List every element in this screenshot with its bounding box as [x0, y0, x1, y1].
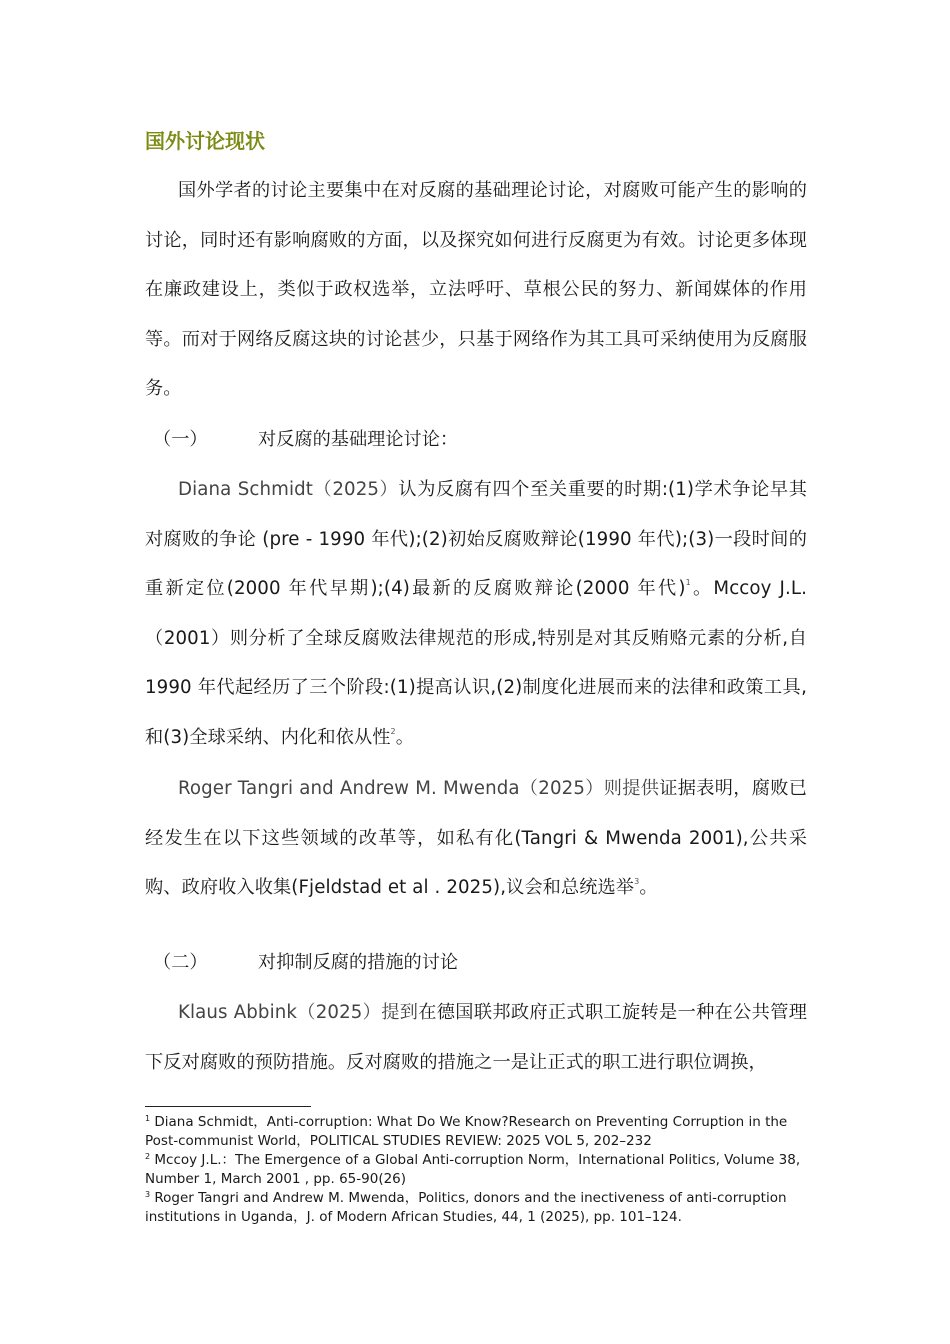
footnote-ref-2[interactable]: 2 — [390, 726, 396, 736]
paragraph-tangri-end: 。 — [639, 877, 658, 899]
footnote-text-3: Roger Tangri and Andrew M. Mwenda，Politics, donors and the inectiveness of anti-corruption institutions in Uganda，J. of Modern African Studies, 44, 1 (2025), pp. 101–124. — [145, 1190, 787, 1225]
footnote-text-2: Mccoy J.L.：The Emergence of a Global Anti-corruption Norm，International Politics, Volume 38, Number 1, March 2001 , pp. 65-90(26) — [145, 1152, 801, 1187]
footnote-mark-2: 2 — [145, 1152, 151, 1161]
paragraph-intro-text: 国外学者的讨论主要集中在对反腐的基础理论讨论，对腐败可能产生的影响的讨论，同时还有影响腐败的方面，以及探究如何进行反腐更为有效。讨论更多体现在廉政建设上，类似于政权选举，立法呼吁、草根公民的努力、新闻媒体的作用等。而对于网络反腐这块的讨论甚少，只基于网络作为其工具可采纳使用为反腐服务。 — [145, 180, 807, 400]
footnote-divider — [145, 1106, 311, 1107]
subsection-heading-2 — [153, 943, 458, 983]
footnotes — [145, 1113, 807, 1227]
footnote-2 — [145, 1151, 807, 1189]
footnote-mark-1: 1 — [145, 1114, 151, 1123]
paragraph-schmidt — [145, 465, 807, 763]
author-citation-abbink: Klaus Abbink（2025）提到 — [178, 1002, 419, 1023]
subsection-number-2: （二） — [153, 952, 208, 973]
paragraph-tangri — [145, 764, 807, 913]
footnote-3 — [145, 1189, 807, 1227]
footnote-mark-3: 3 — [145, 1190, 151, 1199]
subsection-title-1: 对反腐的基础理论讨论： — [258, 429, 459, 450]
footnote-1 — [145, 1113, 807, 1151]
footnote-ref-1[interactable]: 1 — [685, 578, 691, 588]
subsection-number-1: （一） — [153, 429, 208, 450]
author-citation-tangri: Roger Tangri and Andrew M. Mwenda（2025）则提供 — [178, 778, 660, 799]
paragraph-schmidt-text-a: 认为反腐有四个至关重要的时期:(1)学术争论早其对腐败的争论 (pre - 1990 年代);(2)初始反腐败辩论(1990 年代);(3)一段时间的重新定位(2000 年代早期);(4)最新的反腐败辩论(2000 年代) — [145, 479, 808, 600]
paragraph-intro — [145, 166, 807, 414]
paragraph-abbink — [145, 988, 807, 1087]
author-citation-schmidt: Diana Schmidt（2025） — [178, 479, 399, 500]
subsection-title-2: 对抑制反腐的措施的讨论 — [258, 952, 459, 973]
paragraph-schmidt-text-b: 。Mccoy J.L.（2001）则分析了全球反腐败法律规范的形成,特别是对其反贿赂元素的分析,自 1990 年代起经历了三个阶段:(1)提高认识,(2)制度化进展而来的法律和政策工具,和(3)全球采纳、内化和依从性 — [145, 578, 807, 748]
footnote-ref-3[interactable]: 3 — [634, 877, 640, 887]
footnote-text-1: Diana Schmidt，Anti-corruption: What Do We Know?Research on Preventing Corruption in the Post-communist World，POLITICAL STUDIES REVIEW: 2025 VOL 5, 202–232 — [145, 1114, 788, 1149]
subsection-heading-1 — [153, 420, 458, 460]
paragraph-tangri-text: 证据表明，腐败已经发生在以下这些领域的改革等，如私有化(Tangri & Mwenda 2001),公共采购、政府收入收集(Fjeldstad et al . 2025),议会和总统选举 — [145, 778, 807, 899]
paragraph-schmidt-end: 。 — [395, 726, 415, 748]
paragraph-abbink-text: 在德国联邦政府正式职工旋转是一种在公共管理下反对腐败的预防措施。反对腐败的措施之一是让正式的职工进行职位调换， — [145, 1002, 807, 1073]
section-title: 国外讨论现状 — [145, 129, 265, 153]
